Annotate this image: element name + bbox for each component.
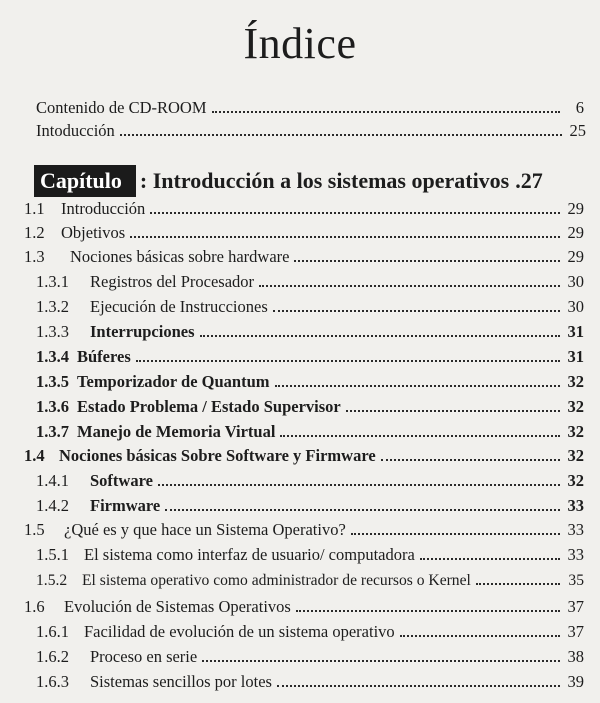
entry-page: 32 bbox=[567, 422, 584, 441]
entry-page: 32 bbox=[567, 397, 584, 416]
entry-number: 1.3.5 bbox=[36, 372, 69, 391]
toc-entry bbox=[24, 221, 584, 243]
entry-label: Manejo de Memoria Virtual bbox=[77, 422, 276, 441]
entry-number: 1.4.2 bbox=[36, 496, 69, 515]
leader-dots bbox=[136, 360, 560, 362]
chapter-page: .27 bbox=[515, 168, 543, 193]
leader-dots bbox=[381, 459, 560, 461]
leader-dots bbox=[259, 285, 560, 287]
entry-number: 1.3.4 bbox=[36, 347, 69, 366]
entry-label: Interrupciones bbox=[90, 322, 195, 341]
entry-label: Software bbox=[90, 471, 153, 490]
entry-label: Objetivos bbox=[61, 223, 126, 242]
entry-number: 1.5 bbox=[24, 520, 45, 539]
entry-number: 1.6.2 bbox=[36, 647, 69, 666]
entry-label: Estado Problema / Estado Supervisor bbox=[77, 397, 341, 416]
entry-page: 29 bbox=[567, 199, 584, 218]
entry-number: 1.2 bbox=[24, 223, 45, 242]
entry-page: 33 bbox=[567, 545, 584, 564]
toc-entry bbox=[24, 245, 584, 267]
entry-label: ¿Qué es y que hace un Sistema Operativo? bbox=[64, 520, 346, 539]
entry-page: 30 bbox=[567, 297, 584, 316]
leader-dots bbox=[280, 435, 560, 437]
entry-label: Registros del Procesador bbox=[90, 272, 255, 291]
entry-page: 29 bbox=[567, 247, 584, 266]
leader-dots bbox=[476, 583, 560, 585]
entry-number: 1.3 bbox=[24, 247, 45, 266]
entry-label: Contenido de CD-ROOM bbox=[36, 98, 207, 117]
entry-label: Nociones básicas Sobre Software y Firmware bbox=[59, 446, 376, 465]
leader-dots bbox=[277, 685, 560, 687]
leader-dots bbox=[400, 635, 560, 637]
toc-entry bbox=[36, 345, 584, 367]
entry-number: 1.6 bbox=[24, 597, 45, 616]
entry-number: 1.4.1 bbox=[36, 471, 69, 490]
entry-number: 1.5.2 bbox=[36, 572, 68, 589]
toc-entry bbox=[36, 395, 584, 417]
entry-page: 31 bbox=[567, 347, 584, 366]
entry-number: 1.6.3 bbox=[36, 672, 69, 691]
entry-number: 1.3.1 bbox=[36, 272, 69, 291]
toc-entry bbox=[36, 645, 584, 667]
entry-number: 1.3.3 bbox=[36, 322, 69, 341]
entry-page: 37 bbox=[567, 622, 584, 641]
toc-entry bbox=[36, 320, 584, 342]
entry-label: El sistema operativo como administrador de recursos o Kernel bbox=[82, 572, 471, 589]
entry-page: 39 bbox=[567, 672, 584, 691]
entry-number: 1.1 bbox=[24, 199, 45, 218]
leader-dots bbox=[275, 385, 560, 387]
toc-entry bbox=[36, 494, 584, 516]
entry-page: 35 bbox=[568, 572, 584, 589]
entry-label: Evolución de Sistemas Operativos bbox=[64, 597, 291, 616]
leader-dots bbox=[294, 260, 560, 262]
entry-label: Sistemas sencillos por lotes bbox=[90, 672, 272, 691]
leader-dots bbox=[165, 509, 560, 511]
toc-entry-cd-contents bbox=[36, 96, 584, 118]
leader-dots bbox=[212, 111, 561, 113]
entry-page: 32 bbox=[567, 446, 584, 465]
entry-label: El sistema como interfaz de usuario/ computadora bbox=[84, 545, 415, 564]
toc-entry-introduction-preface bbox=[36, 119, 586, 141]
entry-page: 37 bbox=[567, 597, 584, 616]
entry-page: 25 bbox=[569, 121, 586, 140]
entry-page: 29 bbox=[567, 223, 584, 242]
leader-dots bbox=[346, 410, 560, 412]
leader-dots bbox=[200, 335, 561, 337]
page-title: Índice bbox=[243, 19, 357, 68]
entry-number: 1.4 bbox=[24, 446, 45, 465]
entry-label: Firmware bbox=[90, 496, 161, 515]
leader-dots bbox=[351, 533, 560, 535]
entry-page: 33 bbox=[567, 496, 584, 515]
leader-dots bbox=[296, 610, 560, 612]
toc-entry bbox=[36, 543, 584, 565]
entry-number: 1.3.7 bbox=[36, 422, 69, 441]
entry-label: Proceso en serie bbox=[90, 647, 198, 666]
entry-number: 1.3.6 bbox=[36, 397, 69, 416]
leader-dots bbox=[120, 134, 562, 136]
leader-dots bbox=[158, 484, 560, 486]
toc-entry bbox=[24, 518, 584, 540]
entry-page: 30 bbox=[567, 272, 584, 291]
toc-entry bbox=[36, 568, 584, 590]
leader-dots bbox=[420, 558, 560, 560]
entry-label: Ejecución de Instrucciones bbox=[90, 297, 268, 316]
entry-label: Introducción bbox=[61, 199, 146, 218]
toc-entry bbox=[36, 270, 584, 292]
chapter-tab: Capítulo bbox=[34, 165, 136, 197]
toc-entry bbox=[36, 670, 584, 692]
toc-entry bbox=[24, 197, 584, 219]
leader-dots bbox=[150, 212, 560, 214]
toc-entry bbox=[36, 295, 584, 317]
chapter-title: : Introducción a los sistemas operativos bbox=[139, 168, 510, 193]
leader-dots bbox=[273, 310, 560, 312]
entry-number: 1.3.2 bbox=[36, 297, 69, 316]
toc-entry bbox=[36, 420, 584, 442]
entry-page: 33 bbox=[567, 520, 584, 539]
leader-dots bbox=[202, 660, 560, 662]
entry-label: Facilidad de evolución de un sistema operativo bbox=[84, 622, 395, 641]
toc-entry bbox=[36, 469, 584, 491]
toc-entry bbox=[36, 620, 584, 642]
entry-label: Búferes bbox=[77, 347, 131, 366]
chapter-heading bbox=[34, 165, 592, 197]
entry-page: 31 bbox=[567, 322, 584, 341]
entry-page: 32 bbox=[567, 372, 584, 391]
entry-page: 38 bbox=[567, 647, 584, 666]
entry-number: 1.6.1 bbox=[36, 622, 69, 641]
entry-label: Intoducción bbox=[36, 121, 115, 140]
leader-dots bbox=[130, 236, 560, 238]
entry-label: Temporizador de Quantum bbox=[77, 372, 270, 391]
entry-label: Nociones básicas sobre hardware bbox=[70, 247, 290, 266]
entry-number: 1.5.1 bbox=[36, 545, 69, 564]
toc-entry bbox=[36, 370, 584, 392]
entry-page: 32 bbox=[567, 471, 584, 490]
toc-entry bbox=[24, 444, 584, 466]
toc-entry bbox=[24, 595, 584, 617]
entry-page: 6 bbox=[575, 98, 584, 117]
